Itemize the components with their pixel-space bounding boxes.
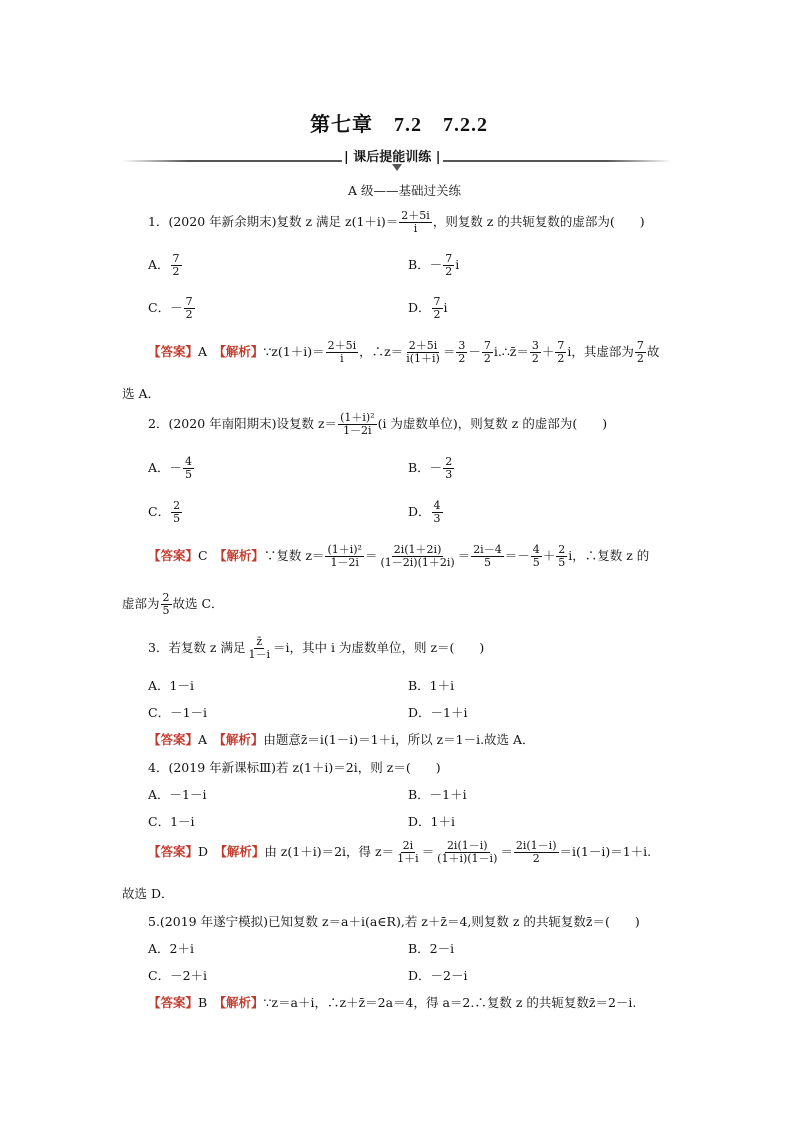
q2-solution-cont: 虚部为 $\frac{2}{5}$ 故选 C． <box>122 591 224 618</box>
q3-option-c: C．－1－i <box>148 705 208 720</box>
question-5-stem: 5.(2019 年遂宁模拟)已知复数 z＝a＋i(a∈R),若 z＋z̄＝4,则复数 z 的共轭复数z̄＝( ) <box>148 914 640 929</box>
banner-arrow-icon <box>392 164 402 171</box>
q5-option-b: B．2－i <box>408 941 455 956</box>
question-3-stem: 3．若复数 z 满足 $\frac{z̄}{1-i}$ ＝i，其中 i 为虚数单位，则 z＝( ) <box>148 635 485 662</box>
q4-option-a: A．－1－i <box>148 787 207 802</box>
q1-solution: 【答案】A 【解析】∵z(1＋i)＝ $\frac{2+5i}{i}$ ，∴z＝ $\frac{2+5i}{i(1+i)}$ ＝ $\frac{3}{2}$ － $\frac{7}{2}$ i.∴z̄＝ $\frac{3}{2}$ ＋ $\frac{7}{2}$ i，其虚部为 $\frac{7}{2}$ 故 <box>148 339 660 366</box>
q2-option-c: C． $\frac{2}{5}$ <box>148 499 181 526</box>
question-1-stem: 1．(2020 年新余期末)复数 z 满足 z(1＋i)＝ $\frac{2+5i}{i}$ ，则复数 z 的共轭复数的虚部为( ) <box>148 209 645 236</box>
question-2-stem: 2．(2020 年南阳期末)设复数 z＝ $\frac{\text{(1＋i)²}}{1-2i}$ (i 为虚数单位)，则复数 z 的虚部为( ) <box>148 411 608 438</box>
q3-option-b: B．1＋i <box>408 678 455 693</box>
q3-solution: 【答案】A 【解析】由题意z̄＝i(1－i)＝1＋i，所以 z＝1－i.故选 A． <box>148 732 535 747</box>
q5-option-a: A．2＋i <box>148 941 194 956</box>
q5-solution: 【答案】B 【解析】∵z＝a＋i，∴z＋z̄＝2a＝4，得 a＝2.∴复数 z 的共轭复数z̄＝2－i. <box>148 995 637 1010</box>
q3-option-d: D．－1＋i <box>408 705 468 720</box>
q3-option-a: A．1－i <box>148 678 194 693</box>
section-banner: | 课后提能训练 | <box>342 146 443 165</box>
q1-option-b: B．－ $\frac{7}{2}$ i <box>408 252 460 279</box>
q5-option-c: C．－2＋i <box>148 968 208 983</box>
page-title: 第七章 7.2 7.2.2 <box>310 114 488 136</box>
question-4-stem: 4．(2019 年新课标Ⅲ)若 z(1＋i)＝2i，则 z＝( ) <box>148 760 441 775</box>
q2-option-b: B．－ $\frac{2}{3}$ <box>408 455 453 482</box>
q4-solution: 【答案】D 【解析】由 z(1＋i)＝2i，得 z＝ $\frac{2i}{1+i}$ ＝ $\frac{2i(1-i)}{(1+i)(1-i)}$ ＝ $\frac{2i(1-i)}{2}$ ＝i(1－i)＝1＋i. <box>148 839 652 866</box>
q4-solution-cont: 故选 D． <box>122 886 174 901</box>
q1-option-d: D． $\frac{7}{2}$ i <box>408 295 448 322</box>
q1-option-a: A． $\frac{7}{2}$ <box>148 252 180 279</box>
q2-option-a: A．－ $\frac{4}{5}$ <box>148 455 193 482</box>
q4-option-c: C．1－i <box>148 814 195 829</box>
q1-option-c: C．－ $\frac{7}{2}$ <box>148 295 193 322</box>
q2-option-d: D． $\frac{4}{3}$ <box>408 499 441 526</box>
q4-option-d: D．1＋i <box>408 814 455 829</box>
q2-solution: 【答案】C 【解析】∵复数 z＝ $\frac{\text{(1＋i)²}}{1-2i}$ ＝ $\frac{2i(1+2i)}{(1-2i)(1+2i)}$ ＝ $\frac{2i-4}{5}$ ＝－ $\frac{4}{5}$ ＋ $\frac{2}{5}$ i，∴复数 z 的 <box>148 543 650 570</box>
q1-solution-cont: 选 A． <box>122 386 161 401</box>
q4-option-b: B．－1＋i <box>408 787 467 802</box>
q5-option-d: D．－2－i <box>408 968 468 983</box>
level-heading: A 级——基础过关练 <box>348 183 462 198</box>
